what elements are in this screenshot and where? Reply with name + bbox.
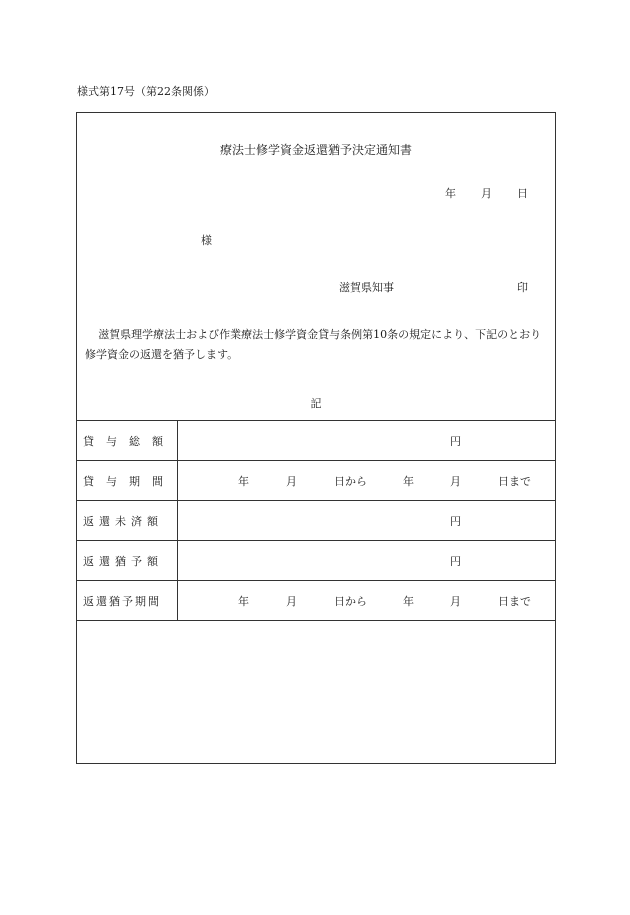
- date-day-label: 日: [517, 187, 528, 200]
- body-text: 滋賀県理学療法士および作業療法士修学資金貸与条例第10条の規定により、下記のとおり修学資金の返還を猶予します。: [85, 328, 542, 361]
- document-title: 療法士修学資金返還猶予決定通知書: [219, 143, 412, 157]
- row-value: [178, 541, 556, 581]
- row-value: [178, 421, 556, 461]
- from-day-label: 日から: [334, 595, 367, 608]
- table-row: [77, 541, 555, 581]
- issuer-name: 滋賀県知事: [339, 281, 394, 294]
- table-row: [77, 461, 555, 501]
- form-number: 様式第17号（第22条関係）: [77, 85, 215, 98]
- yen-unit: 円: [450, 515, 461, 528]
- seal-mark: 印: [517, 281, 528, 294]
- row-label: 返還未済額: [77, 501, 178, 541]
- addressee-honorific: 様: [201, 234, 212, 247]
- to-day-label: 日まで: [498, 595, 531, 608]
- date-month-label: 月: [481, 187, 492, 200]
- row-label: 貸与期間: [77, 461, 178, 501]
- yen-unit: 円: [450, 435, 461, 448]
- row-value: [178, 461, 556, 501]
- to-month-label: 月: [450, 475, 461, 488]
- from-month-label: 月: [286, 595, 297, 608]
- to-year-label: 年: [403, 475, 414, 488]
- ki-label: 記: [310, 397, 322, 410]
- notice-frame: [76, 112, 556, 764]
- row-label: 返還猶予額: [77, 541, 178, 581]
- table-row: [77, 421, 555, 461]
- row-label: 貸与総額: [77, 421, 178, 461]
- table-row: [77, 501, 555, 541]
- yen-unit: 円: [450, 555, 461, 568]
- detail-table: [77, 420, 555, 621]
- table-row: [77, 581, 555, 621]
- from-day-label: 日から: [334, 475, 367, 488]
- from-year-label: 年: [238, 595, 249, 608]
- row-value: [178, 581, 556, 621]
- row-label: 返還猶予期間: [77, 581, 178, 621]
- to-year-label: 年: [403, 595, 414, 608]
- from-year-label: 年: [238, 475, 249, 488]
- row-value: [178, 501, 556, 541]
- from-month-label: 月: [286, 475, 297, 488]
- to-month-label: 月: [450, 595, 461, 608]
- to-day-label: 日まで: [498, 475, 531, 488]
- date-year-label: 年: [445, 187, 456, 200]
